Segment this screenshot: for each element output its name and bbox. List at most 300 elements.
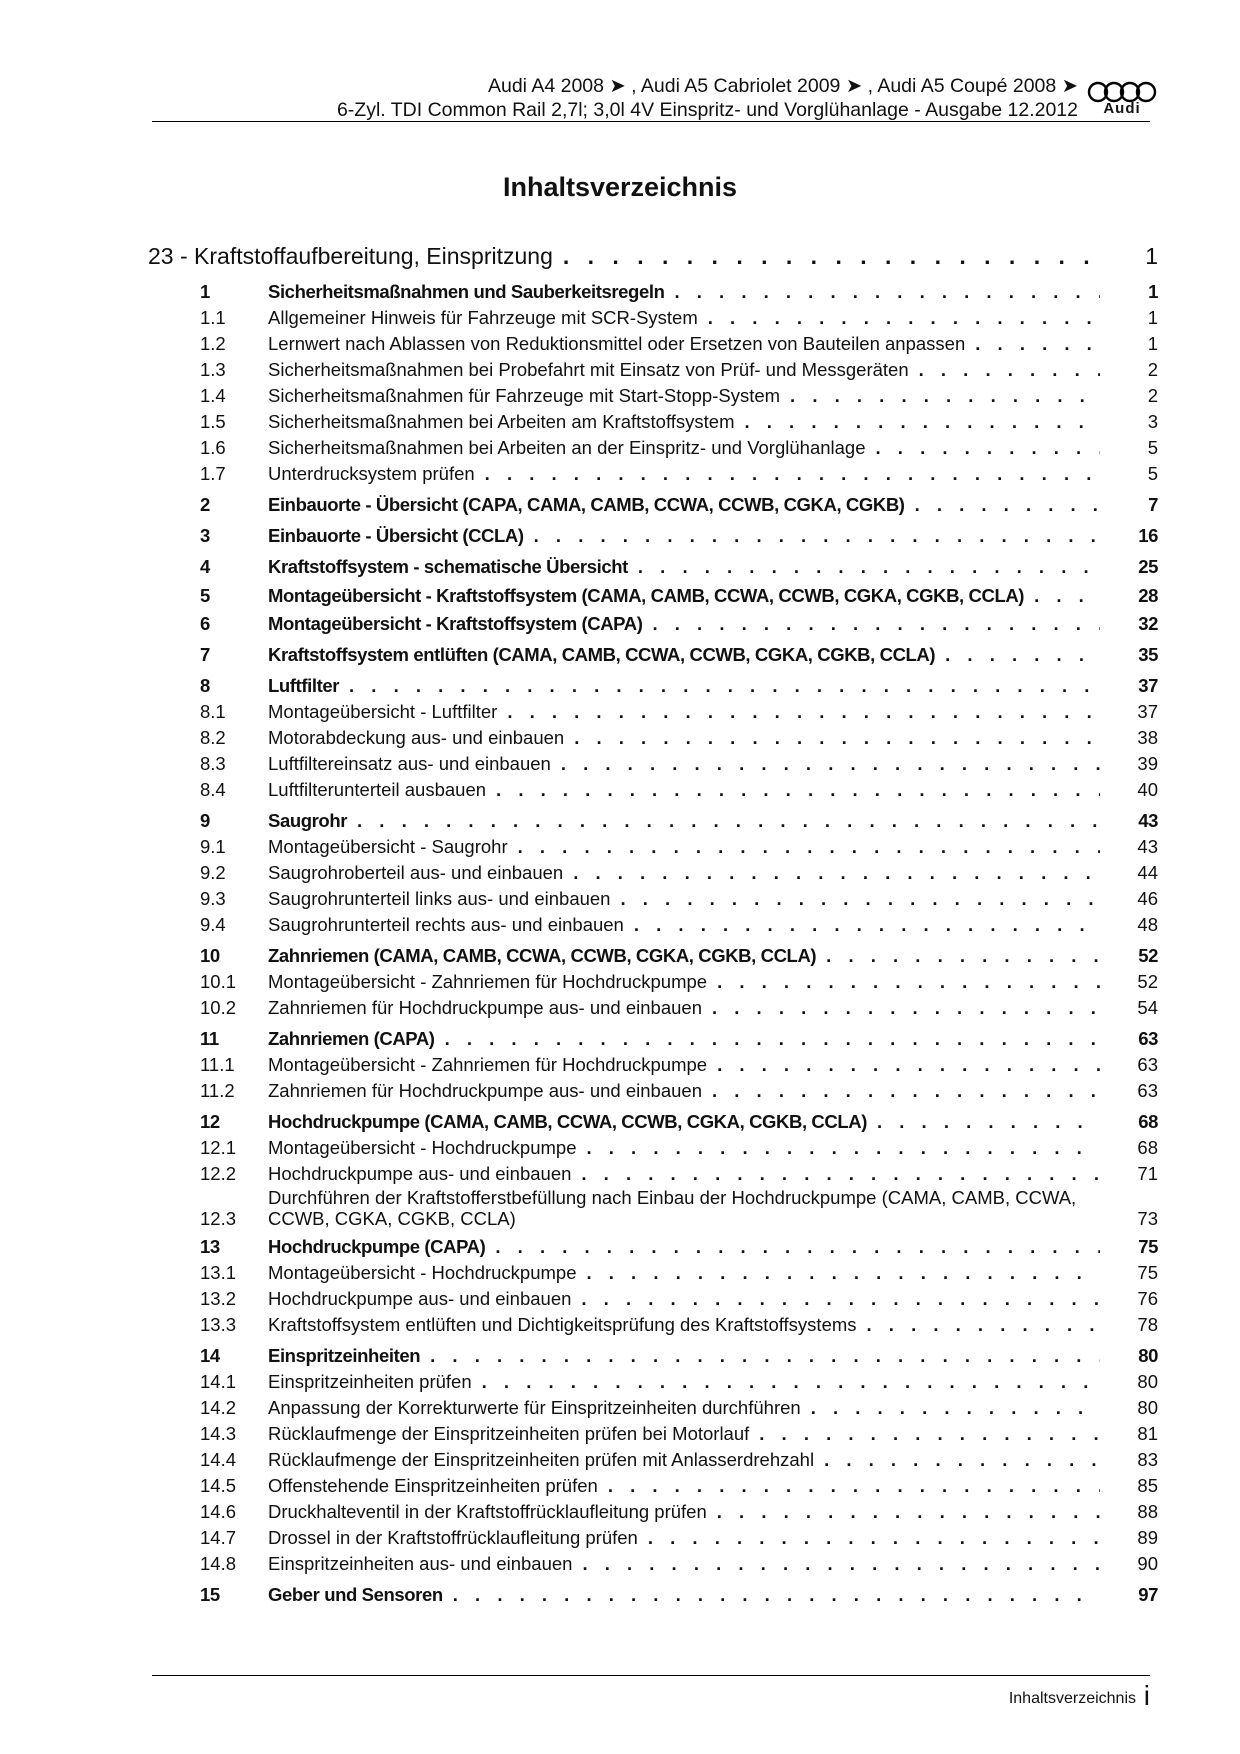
toc-entry-title: Sicherheitsmaßnahmen für Fahrzeuge mit Start-Stopp-System <box>268 385 781 406</box>
toc-leader-dots <box>582 1551 1100 1577</box>
toc-row[interactable] <box>148 969 1158 995</box>
toc-page-number: 75 <box>1137 1262 1158 1283</box>
toc-number: 11.1 <box>200 1054 235 1075</box>
toc-number: 8.1 <box>200 701 226 722</box>
toc-text-wrap <box>268 808 1106 834</box>
toc-text-wrap <box>268 1447 1106 1473</box>
toc-entry-title: Zahnriemen für Hochdruckpumpe aus- und einbauen <box>268 997 702 1018</box>
toc-row[interactable] <box>148 1525 1158 1551</box>
toc-entry-title: Montageübersicht - Saugrohr <box>268 836 508 857</box>
toc-page-number: 78 <box>1137 1314 1158 1335</box>
toc-entry-title: Montageübersicht - Kraftstoffsystem (CAPA) <box>268 613 643 634</box>
toc-page-number: 52 <box>1137 971 1158 992</box>
toc-leader-dots <box>349 673 1100 699</box>
toc-number: 1.7 <box>200 463 226 484</box>
toc-row[interactable] <box>148 492 1158 518</box>
toc-page-number: 54 <box>1137 997 1158 1018</box>
toc-entry-title: Einspritzeinheiten prüfen <box>268 1371 472 1392</box>
toc-row[interactable] <box>148 995 1158 1021</box>
toc-text-wrap <box>268 305 1106 331</box>
toc-entry-title: Zahnriemen (CAPA) <box>268 1028 435 1049</box>
toc-row[interactable] <box>148 1286 1158 1312</box>
toc-text-wrap <box>268 699 1106 725</box>
toc-page-number: 5 <box>1147 437 1158 458</box>
toc-text-wrap <box>268 409 1106 435</box>
toc-text-wrap <box>268 492 1106 518</box>
toc-text-wrap <box>268 642 1106 668</box>
toc-leader-dots <box>581 1286 1100 1312</box>
toc-text-wrap <box>268 1109 1106 1135</box>
toc-leader-dots <box>430 1343 1100 1369</box>
footer-divider <box>152 1675 1150 1676</box>
toc-row[interactable] <box>148 585 1158 606</box>
toc-number: 6 <box>200 613 210 634</box>
toc-row[interactable] <box>148 409 1158 435</box>
toc-chapter-page: 1 <box>1145 243 1158 269</box>
toc-leader-dots <box>357 808 1100 834</box>
toc-page-number: 2 <box>1147 359 1158 380</box>
toc-number: 14.7 <box>200 1527 237 1548</box>
toc-entry-title: Offenstehende Einspritzeinheiten prüfen <box>268 1475 598 1496</box>
toc-entry-title: Einbauorte - Übersicht (CAPA, CAMA, CAMB, CCWA, CCWB, CGKA, CGKB) <box>268 494 905 515</box>
toc-number: 12.3 <box>200 1208 237 1229</box>
toc-text-wrap <box>268 1582 1106 1608</box>
toc-entry-title: Hochdruckpumpe (CAPA) <box>268 1236 486 1257</box>
toc-row[interactable] <box>148 751 1158 777</box>
toc-leader-dots <box>811 1395 1100 1421</box>
toc-number: 8 <box>200 675 210 696</box>
toc-entry-title: Kraftstoffsystem entlüften (CAMA, CAMB, CCWA, CCWB, CGKA, CGKB, CCLA) <box>268 644 936 665</box>
toc-entry-title: Einbauorte - Übersicht (CCLA) <box>268 525 524 546</box>
toc-text-wrap <box>268 383 1106 409</box>
toc-leader-dots <box>877 1109 1100 1135</box>
toc-page-number: 1 <box>1147 333 1158 354</box>
toc-text-wrap <box>268 912 1106 938</box>
toc-entry-title: Motorabdeckung aus- und einbauen <box>268 727 565 748</box>
toc-page-number: 1 <box>1147 307 1158 328</box>
toc-text-wrap <box>268 1551 1106 1577</box>
toc-number: 12.1 <box>200 1137 237 1158</box>
toc-entry-title: Allgemeiner Hinweis für Fahrzeuge mit SCR-System <box>268 307 698 328</box>
toc-entry-title: Montageübersicht - Zahnriemen für Hochdruckpumpe <box>268 1054 708 1075</box>
toc-text-wrap <box>268 1369 1106 1395</box>
toc-text-wrap <box>268 886 1106 912</box>
toc-leader-dots <box>790 383 1100 409</box>
toc-row[interactable] <box>148 1161 1158 1187</box>
toc-row[interactable] <box>148 1343 1158 1369</box>
toc-leader-dots <box>744 409 1100 435</box>
toc-number: 3 <box>200 525 210 546</box>
toc-text-wrap <box>268 673 1106 699</box>
toc-text-wrap <box>268 860 1106 886</box>
toc-entry-title: Druckhalteventil in der Kraftstoffrücklaufleitung prüfen <box>268 1501 707 1522</box>
toc-number: 13.2 <box>200 1288 237 1309</box>
audi-logo-text: Audi <box>1103 100 1141 117</box>
toc-entry-title: Hochdruckpumpe aus- und einbauen <box>268 1163 572 1184</box>
toc-row[interactable] <box>148 1369 1158 1395</box>
toc-entry-title: Saugrohrunterteil links aus- und einbauen <box>268 888 611 909</box>
toc-page-number: 63 <box>1137 1080 1158 1101</box>
toc-row[interactable] <box>148 1499 1158 1525</box>
toc-entry-title: Unterdrucksystem prüfen <box>268 463 475 484</box>
toc-text-wrap <box>268 1395 1106 1421</box>
toc-page-number: 40 <box>1137 779 1158 800</box>
toc-chapter-row[interactable] <box>148 242 1158 270</box>
toc-text-wrap <box>268 777 1106 803</box>
toc-number: 14.3 <box>200 1423 237 1444</box>
toc-entry-title: Kraftstoffsystem entlüften und Dichtigkeitsprüfung des Kraftstoffsystems <box>268 1314 857 1335</box>
toc-number: 10 <box>200 945 220 966</box>
toc-page-number: 75 <box>1138 1236 1158 1257</box>
toc-leader-dots <box>507 699 1100 725</box>
toc-row[interactable] <box>148 1551 1158 1577</box>
toc-leader-dots <box>712 1078 1100 1104</box>
toc-page-number: 46 <box>1137 888 1158 909</box>
toc-number: 9.4 <box>200 914 226 935</box>
toc-number: 1.1 <box>200 307 226 328</box>
toc-leader-dots <box>587 1135 1101 1161</box>
header-subtitle: 6-Zyl. TDI Common Rail 2,7l; 3,0l 4V Einspritz- und Vorglühanlage - Ausgabe 12.2012 <box>336 99 1078 121</box>
toc-text-wrap <box>268 1421 1106 1447</box>
toc-row[interactable] <box>148 1187 1158 1229</box>
header-divider <box>152 121 1150 122</box>
toc-leader-dots <box>518 834 1100 860</box>
toc-chapter-text-wrap <box>148 242 1106 270</box>
toc-entry-title: Zahnriemen (CAMA, CAMB, CCWA, CCWB, CGKA, CGKB, CCLA) <box>268 945 817 966</box>
toc-entry-title: Luftfilter <box>268 675 340 696</box>
toc-text-wrap <box>268 969 1106 995</box>
toc-page-number: 88 <box>1137 1501 1158 1522</box>
toc-row[interactable] <box>148 642 1158 668</box>
toc-entry-title: Einspritzeinheiten aus- und einbauen <box>268 1553 573 1574</box>
header-text <box>337 74 1078 122</box>
toc-entry-title: Anpassung der Korrekturwerte für Einspritzeinheiten durchführen <box>268 1397 801 1418</box>
toc-row[interactable] <box>148 943 1158 969</box>
toc-number: 14.5 <box>200 1475 237 1496</box>
toc-entry-title: Montageübersicht - Hochdruckpumpe <box>268 1137 577 1158</box>
toc-page-number: 68 <box>1138 1111 1158 1132</box>
toc-page-number: 80 <box>1138 1345 1158 1366</box>
toc-entry-title: Zahnriemen für Hochdruckpumpe aus- und einbauen <box>268 1080 702 1101</box>
toc-text-wrap <box>268 357 1106 383</box>
toc-page-number: 1 <box>1148 281 1158 302</box>
toc-row[interactable] <box>148 523 1158 549</box>
toc-entry-title: Rücklaufmenge der Einspritzeinheiten prüfen bei Motorlauf <box>268 1423 750 1444</box>
toc-leader-dots <box>495 1234 1100 1260</box>
toc-leader-dots <box>608 1473 1100 1499</box>
toc-page-number: 83 <box>1137 1449 1158 1470</box>
toc-number: 4 <box>200 556 210 577</box>
toc-leader-dots <box>915 492 1100 518</box>
toc-leader-dots <box>1034 585 1100 606</box>
toc-number: 9.3 <box>200 888 226 909</box>
toc-text-wrap <box>268 1499 1106 1525</box>
toc-leader-dots <box>717 969 1100 995</box>
toc-row[interactable] <box>148 1473 1158 1499</box>
toc-entry-title: Sicherheitsmaßnahmen bei Arbeiten an der Einspritz- und Vorglühanlage <box>268 437 866 458</box>
toc-row[interactable] <box>148 886 1158 912</box>
toc-row[interactable] <box>148 1395 1158 1421</box>
toc-text-wrap <box>268 1473 1106 1499</box>
toc-page-number: 37 <box>1137 701 1158 722</box>
toc-text-wrap <box>268 1286 1106 1312</box>
toc-leader-dots <box>652 611 1100 637</box>
toc-text-wrap <box>268 461 1106 487</box>
toc-text-wrap <box>268 1260 1106 1286</box>
toc-number: 8.4 <box>200 779 226 800</box>
toc-number: 14.8 <box>200 1553 237 1574</box>
toc-leader-dots <box>759 1421 1100 1447</box>
toc-leader-dots <box>587 1260 1101 1286</box>
toc-page-number: 52 <box>1138 945 1158 966</box>
toc-row[interactable] <box>148 699 1158 725</box>
toc-leader-dots <box>975 331 1100 357</box>
toc-row[interactable] <box>148 1447 1158 1473</box>
toc-page-number: 80 <box>1137 1397 1158 1418</box>
toc-page-number: 43 <box>1137 836 1158 857</box>
toc-entry-title: Geber und Sensoren <box>268 1584 443 1605</box>
toc-number: 14.6 <box>200 1501 237 1522</box>
toc-text-wrap <box>268 279 1106 305</box>
toc-leader-dots <box>482 1369 1100 1395</box>
toc-text-wrap <box>268 1161 1106 1187</box>
toc-leader-dots <box>712 995 1100 1021</box>
toc-text-wrap <box>268 1187 1106 1229</box>
toc-row[interactable] <box>148 808 1158 834</box>
toc-row[interactable] <box>148 1052 1158 1078</box>
toc-leader-dots <box>496 777 1100 803</box>
toc-text-wrap <box>268 611 1106 637</box>
toc-leader-dots <box>708 305 1100 331</box>
toc-text-wrap <box>268 1026 1106 1052</box>
toc-page-number: 44 <box>1137 862 1158 883</box>
toc-leader-dots <box>634 912 1100 938</box>
toc-number: 1.4 <box>200 385 226 406</box>
footer-label: Inhaltsverzeichnis <box>1008 1690 1136 1707</box>
toc-page-number: 85 <box>1137 1475 1158 1496</box>
toc-page-number: 48 <box>1137 914 1158 935</box>
toc-leader-dots <box>445 1026 1100 1052</box>
toc-entry-title: Montageübersicht - Luftfilter <box>268 701 498 722</box>
toc-number: 14.1 <box>200 1371 237 1392</box>
toc-row[interactable] <box>148 435 1158 461</box>
toc-leader-dots <box>638 554 1100 580</box>
toc-row[interactable] <box>148 1135 1158 1161</box>
toc-text-wrap <box>268 1312 1106 1338</box>
toc-number: 11 <box>200 1028 219 1049</box>
toc-page-number: 7 <box>1148 494 1158 515</box>
toc-entry-title: Sicherheitsmaßnahmen bei Arbeiten am Kraftstoffsystem <box>268 411 735 432</box>
toc-row[interactable] <box>148 673 1158 699</box>
toc-page-number: 3 <box>1147 411 1158 432</box>
toc-page-number: 68 <box>1137 1137 1158 1158</box>
toc-entry-title: Rücklaufmenge der Einspritzeinheiten prüfen mit Anlasserdrehzahl <box>268 1449 815 1470</box>
toc-number: 10.2 <box>200 997 237 1018</box>
page-title: Inhaltsverzeichnis <box>502 172 738 202</box>
toc-page-number: 71 <box>1137 1163 1158 1184</box>
toc-number: 5 <box>200 585 210 606</box>
toc-leader-dots <box>824 1447 1100 1473</box>
toc-row[interactable] <box>148 461 1158 487</box>
toc-row[interactable] <box>148 1312 1158 1338</box>
toc-leader-dots <box>826 943 1100 969</box>
toc-entry-title: Einspritzeinheiten <box>268 1345 421 1366</box>
toc-entry-title: Kraftstoffsystem - schematische Übersicht <box>268 556 628 577</box>
toc-entry-title: Luftfiltereinsatz aus- und einbauen <box>268 753 551 774</box>
toc-number: 8.3 <box>200 753 226 774</box>
toc-number: 12.2 <box>200 1163 237 1184</box>
page-header <box>0 0 1240 130</box>
toc-page-number: 16 <box>1138 525 1158 546</box>
toc-row[interactable] <box>148 1260 1158 1286</box>
toc-page-number: 43 <box>1138 810 1158 831</box>
toc-page-number: 37 <box>1138 675 1158 696</box>
toc-leader-dots <box>919 357 1100 383</box>
toc-entry-title: Durchführen der Kraftstofferstbefüllung nach Einbau der Hochdruckpumpe (CAMA, CAMB, CCWA, CCWB, CGKA, CGKB, CCLA) <box>268 1187 1077 1229</box>
toc-row[interactable] <box>148 357 1158 383</box>
toc-page-number: 2 <box>1147 385 1158 406</box>
toc-number: 14.4 <box>200 1449 237 1470</box>
toc-number: 9.2 <box>200 862 226 883</box>
toc-page-number: 90 <box>1137 1553 1158 1574</box>
toc-text-wrap <box>268 1234 1106 1260</box>
toc-text-wrap <box>268 834 1106 860</box>
toc-entry-title: Saugrohr <box>268 810 348 831</box>
toc-row[interactable] <box>148 1109 1158 1135</box>
toc-entry-title: Hochdruckpumpe aus- und einbauen <box>268 1288 572 1309</box>
toc-page-number: 25 <box>1138 556 1158 577</box>
toc-page-number: 97 <box>1138 1584 1158 1605</box>
toc-page-number: 73 <box>1137 1208 1158 1229</box>
toc-entry-title: Luftfilterunterteil ausbauen <box>268 779 487 800</box>
toc-text-wrap <box>268 725 1106 751</box>
toc-entry-title: Saugrohroberteil aus- und einbauen <box>268 862 564 883</box>
toc-page-number: 39 <box>1137 753 1158 774</box>
toc-row[interactable] <box>148 725 1158 751</box>
toc-leader-dots <box>561 751 1100 777</box>
toc-leader-dots <box>485 461 1100 487</box>
toc-row[interactable] <box>148 305 1158 331</box>
toc-chapter-title: 23 - Kraftstoffaufbereitung, Einspritzung <box>148 243 553 269</box>
toc-text-wrap <box>268 1135 1106 1161</box>
toc-number: 1.6 <box>200 437 226 458</box>
toc-number: 2 <box>200 494 210 515</box>
toc-number: 14 <box>200 1345 220 1366</box>
toc-entry-title: Sicherheitsmaßnahmen und Sauberkeitsregeln <box>268 281 665 302</box>
toc-number: 13.1 <box>200 1262 237 1283</box>
toc-number: 10.1 <box>200 971 237 992</box>
toc-row[interactable] <box>148 1078 1158 1104</box>
toc-number: 9.1 <box>200 836 226 857</box>
table-of-contents <box>148 242 1158 1608</box>
toc-row[interactable] <box>148 1582 1158 1608</box>
toc-leader-dots <box>573 860 1100 886</box>
toc-text-wrap <box>268 1052 1106 1078</box>
toc-number: 1.5 <box>200 411 226 432</box>
toc-entry-title: Saugrohrunterteil rechts aus- und einbauen <box>268 914 624 935</box>
toc-row[interactable] <box>148 554 1158 580</box>
toc-text-wrap <box>268 995 1106 1021</box>
toc-page-number: 35 <box>1138 644 1158 665</box>
footer-page-number: i <box>1143 1680 1150 1711</box>
toc-row[interactable] <box>148 1234 1158 1260</box>
toc-row[interactable] <box>148 834 1158 860</box>
toc-entry-title: Hochdruckpumpe (CAMA, CAMB, CCWA, CCWB, CGKA, CGKB, CCLA) <box>268 1111 867 1132</box>
toc-text-wrap <box>268 751 1106 777</box>
toc-number: 1 <box>200 281 210 302</box>
toc-leader-dots <box>620 886 1100 912</box>
toc-text-wrap <box>268 435 1106 461</box>
toc-entry-title: Lernwert nach Ablassen von Reduktionsmittel oder Ersetzen von Bauteilen anpassen <box>268 333 966 354</box>
toc-leader-dots <box>534 523 1100 549</box>
toc-number: 1.3 <box>200 359 226 380</box>
toc-page-number: 80 <box>1137 1371 1158 1392</box>
toc-entry-title: Drossel in der Kraftstoffrücklaufleitung prüfen <box>268 1527 638 1548</box>
toc-row[interactable] <box>148 912 1158 938</box>
toc-leader-dots <box>717 1052 1100 1078</box>
toc-text-wrap <box>268 1078 1106 1104</box>
toc-row[interactable] <box>148 777 1158 803</box>
toc-leader-dots <box>876 435 1100 461</box>
toc-leader-dots <box>581 1161 1100 1187</box>
toc-page-number: 32 <box>1138 613 1158 634</box>
toc-leader-dots <box>717 1499 1100 1525</box>
toc-row[interactable] <box>148 331 1158 357</box>
header-models: Audi A4 2008 ➤ , Audi A5 Cabriolet 2009 ➤ , Audi A5 Coupé 2008 ➤ <box>487 75 1078 97</box>
toc-page-number: 89 <box>1137 1527 1158 1548</box>
toc-page-number: 63 <box>1137 1054 1158 1075</box>
toc-leader-dots <box>648 1525 1100 1551</box>
toc-number: 8.2 <box>200 727 226 748</box>
toc-number: 7 <box>200 644 210 665</box>
toc-page-number: 63 <box>1138 1028 1158 1049</box>
toc-text-wrap <box>268 554 1106 580</box>
toc-leader-dots <box>453 1582 1100 1608</box>
toc-number: 15 <box>200 1584 220 1605</box>
toc-row[interactable] <box>148 1421 1158 1447</box>
toc-page-number: 76 <box>1137 1288 1158 1309</box>
toc-leader-dots <box>675 279 1101 305</box>
toc-number: 11.2 <box>200 1080 235 1101</box>
toc-page-number: 38 <box>1137 727 1158 748</box>
toc-row[interactable] <box>148 860 1158 886</box>
toc-row[interactable] <box>148 611 1158 637</box>
toc-text-wrap <box>268 523 1106 549</box>
toc-entry-title: Montageübersicht - Zahnriemen für Hochdruckpumpe <box>268 971 708 992</box>
toc-number: 14.2 <box>200 1397 237 1418</box>
toc-text-wrap <box>268 1525 1106 1551</box>
toc-text-wrap <box>268 331 1106 357</box>
toc-number: 12 <box>200 1111 220 1132</box>
toc-number: 13 <box>200 1236 220 1257</box>
toc-leader-dots <box>563 242 1100 270</box>
toc-number: 1.2 <box>200 333 226 354</box>
toc-row[interactable] <box>148 383 1158 409</box>
toc-text-wrap <box>268 585 1106 606</box>
toc-leader-dots <box>945 642 1100 668</box>
toc-entry-title: Montageübersicht - Kraftstoffsystem (CAMA, CAMB, CCWA, CCWB, CGKA, CGKB, CCLA) <box>268 585 1025 606</box>
toc-entry-title: Sicherheitsmaßnahmen bei Probefahrt mit Einsatz von Prüf- und Messgeräten <box>268 359 909 380</box>
toc-row[interactable] <box>148 279 1158 305</box>
toc-number: 9 <box>200 810 210 831</box>
toc-leader-dots <box>867 1312 1100 1338</box>
toc-entry-title: Montageübersicht - Hochdruckpumpe <box>268 1262 577 1283</box>
toc-number: 13.3 <box>200 1314 237 1335</box>
toc-row[interactable] <box>148 1026 1158 1052</box>
toc-page-number: 5 <box>1147 463 1158 484</box>
toc-page-number: 81 <box>1137 1423 1158 1444</box>
toc-text-wrap <box>268 943 1106 969</box>
